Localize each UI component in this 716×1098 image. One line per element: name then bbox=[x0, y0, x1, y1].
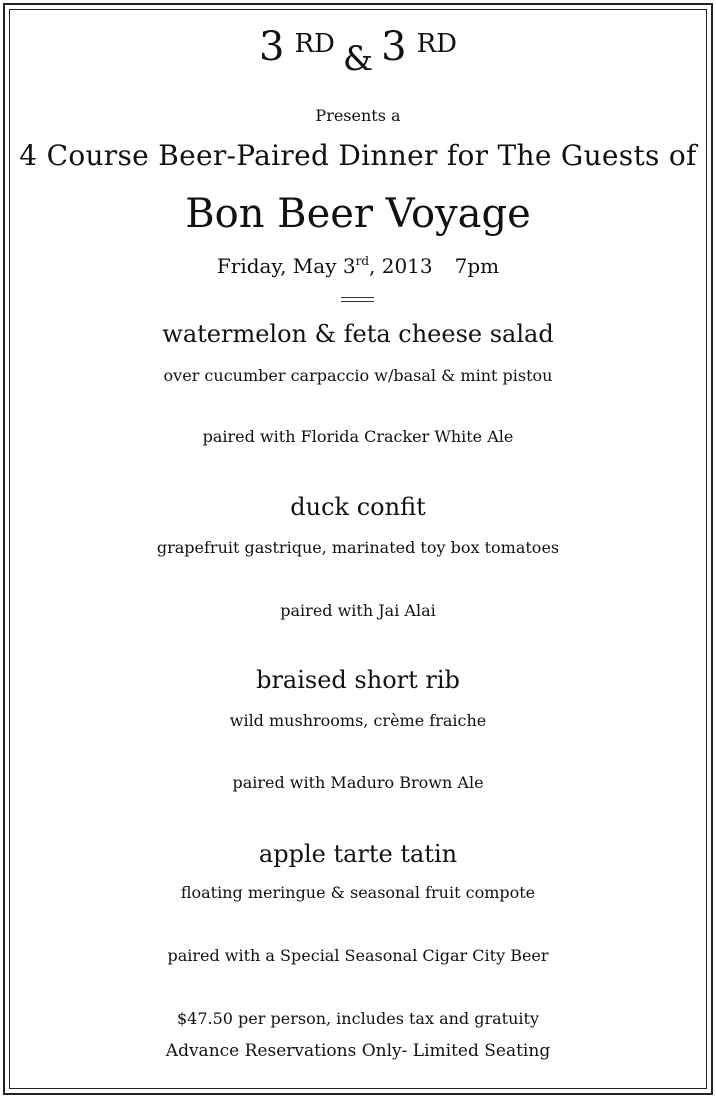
logo-number-1: 3 bbox=[258, 24, 285, 70]
date-prefix: Friday, May 3 bbox=[216, 254, 356, 278]
course-3-dish: braised short rib bbox=[256, 666, 460, 694]
event-date bbox=[0, 252, 716, 283]
divider-line-2 bbox=[341, 301, 374, 302]
course-1-description: over cucumber carpaccio w/basal & mint pistou bbox=[163, 366, 553, 385]
presents-text: Presents a bbox=[315, 106, 401, 125]
logo-number-2: 3 bbox=[381, 24, 407, 70]
course-3-pairing: paired with Maduro Brown Ale bbox=[232, 773, 484, 792]
logo-superscript-2: RD bbox=[416, 29, 457, 59]
restaurant-logo bbox=[0, 22, 716, 77]
course-1-dish: watermelon & feta cheese salad bbox=[162, 320, 554, 348]
course-2-pairing: paired with Jai Alai bbox=[280, 601, 436, 620]
price-text: $47.50 per person, includes tax and gratuity bbox=[176, 1009, 539, 1028]
course-3-description: wild mushrooms, crème fraiche bbox=[229, 711, 487, 730]
course-2-dish: duck confit bbox=[290, 493, 426, 521]
reservations-text: Advance Reservations Only- Limited Seating bbox=[165, 1041, 551, 1061]
logo-superscript-1: RD bbox=[294, 29, 335, 59]
course-2-description: grapefruit gastrique, marinated toy box tomatoes bbox=[156, 538, 560, 557]
logo-ampersand: & bbox=[342, 39, 374, 79]
date-year: , 2013 bbox=[369, 254, 433, 278]
course-1-pairing: paired with Florida Cracker White Ale bbox=[202, 427, 514, 446]
date-suffix: rd bbox=[355, 254, 369, 268]
divider-line bbox=[341, 297, 374, 298]
headline: 4 Course Beer-Paired Dinner for The Guests of bbox=[19, 139, 697, 172]
course-4-description: floating meringue & seasonal fruit compote bbox=[180, 883, 536, 902]
course-4-dish: apple tarte tatin bbox=[258, 840, 458, 868]
event-name: Bon Beer Voyage bbox=[185, 191, 531, 237]
course-4-pairing: paired with a Special Seasonal Cigar City Beer bbox=[167, 946, 549, 965]
event-time: 7pm bbox=[454, 254, 500, 278]
